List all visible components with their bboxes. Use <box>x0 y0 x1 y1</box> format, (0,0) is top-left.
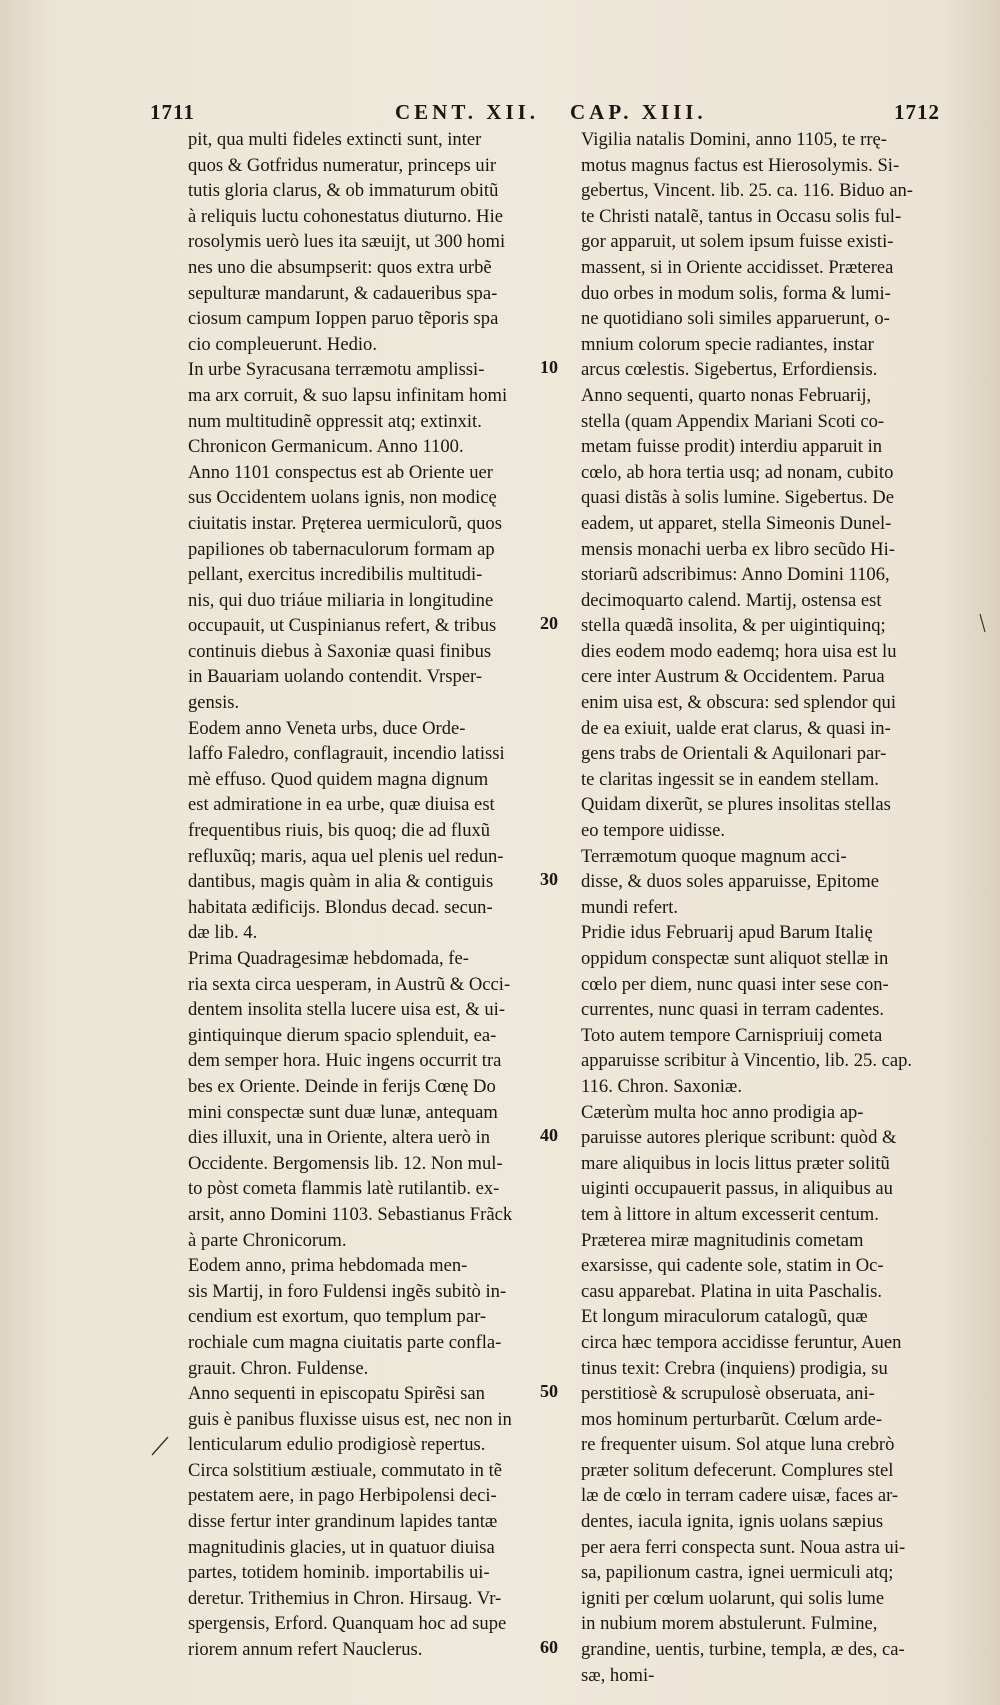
left-column-text-line: Prima Quadragesimæ hebdomada, fe- <box>188 948 469 969</box>
right-column-text-line: dentes, iacula ignita, ignis uolans sæpius <box>581 1511 884 1533</box>
right-column-text-line: dies eodem modo eademq; hora uisa est lu <box>581 640 897 662</box>
left-column-text-line: In urbe Syracusana terræmotu amplissi- <box>188 359 485 381</box>
left-column-text-line: magnitudinis glacies, ut in quatuor diuisa <box>188 1536 495 1558</box>
running-head-left: CENT. XII. <box>395 100 540 124</box>
right-column-text-line: eo tempore uidisse. <box>581 820 726 842</box>
right-column-text-line: de ea exiuit, ualde erat clarus, & quasi in- <box>581 717 891 739</box>
right-column-text-line: metam fuisse prodit) interdiu apparuit in <box>581 436 883 458</box>
line-number: 60 <box>540 1637 558 1658</box>
left-column-text-line: grauit. Chron. Fuldense. <box>188 1357 369 1379</box>
left-column-text-line: Eodem anno Veneta urbs, duce Orde- <box>188 717 466 739</box>
right-column-text-line: in nubium morem abstulerunt. Fulmine, <box>581 1613 878 1635</box>
right-column-text-line: Toto autem tempore Carnispriuij cometa <box>581 1024 883 1046</box>
left-column-text-line: spergensis, Erford. Quanquam hoc ad supe <box>188 1613 507 1635</box>
right-column-text-line: mare aliquibus in locis littus præter solitũ <box>581 1152 890 1174</box>
right-column-text-line: tinus texit: Crebra (inquiens) prodigia, su <box>581 1357 888 1379</box>
right-column-text-line: 116. Chron. Saxoniæ. <box>581 1075 742 1097</box>
right-column-text-line: cœlo per diem, nunc quasi inter sese con- <box>581 973 889 995</box>
right-column-text-line: mensis monachi uerba ex libro secũdo Hi- <box>581 538 895 560</box>
right-column-text-line: currentes, nunc quasi in terram cadentes. <box>581 999 885 1021</box>
right-column-text-line: re frequenter uisum. Sol atque luna crebrò <box>581 1434 895 1456</box>
right-column-text-line: præter solitum defecerunt. Complures stel <box>581 1459 894 1481</box>
right-column-text-line: stella quædã insolita, & per uigintiquinq; <box>581 615 886 637</box>
left-column-text-line: habitata ædificijs. Blondus decad. secun- <box>188 896 493 918</box>
left-column-text-line: mini conspectæ sunt duæ lunæ, antequam <box>188 1101 498 1123</box>
right-column-text-line: oppidum conspectæ sunt aliquot stellæ in <box>581 948 889 969</box>
left-column-text-line: in Bauariam uolando contendit. Vrsper- <box>188 666 483 688</box>
left-column-text-line: ma arx corruit, & suo lapsu infinitam homi <box>188 384 508 406</box>
right-column-text-line: storiarũ adscribimus: Anno Domini 1106, <box>581 564 890 586</box>
left-column-text-line: arsit, anno Domini 1103. Sebastianus Frãck <box>188 1203 513 1225</box>
left-column-text-line: continuis diebus à Saxoniæ quasi finibus <box>188 640 492 662</box>
left-column-text-line: cendium est exortum, quo templum par- <box>188 1306 487 1328</box>
left-column-text-line: gintiquinque dierum spacio splenduit, ea- <box>188 1024 497 1046</box>
right-column-text-line: mos hominum perturbarũt. Cœlum arde- <box>581 1408 883 1430</box>
page-number-left: 1711 <box>150 100 195 124</box>
left-column-text-line: rosolymis uerò lues ita sæuijt, ut 300 homi <box>188 231 506 253</box>
line-number: 10 <box>540 357 558 378</box>
left-column-text-line: riorem annum refert Nauclerus. <box>188 1639 423 1661</box>
left-column-text-line: nes uno die absumpserit: quos extra urbẽ <box>188 256 492 278</box>
page-number-right: 1712 <box>894 100 940 124</box>
left-column-text-line: sepulturæ mandarunt, & cadaueribus spa- <box>188 282 498 304</box>
running-header <box>150 100 940 128</box>
left-column-text-line: ria sexta circa uesperam, in Austrũ & Occi- <box>188 973 511 995</box>
left-column-text-line: dæ lib. 4. <box>188 922 258 944</box>
right-column-text-line: apparuisse scribitur à Vincentio, lib. 25. cap. <box>581 1050 913 1072</box>
left-column-text-line: cio compleuerunt. Hedio. <box>188 333 377 355</box>
left-text-column <box>188 127 538 1663</box>
left-column-text-line: à parte Chronicorum. <box>188 1229 347 1251</box>
left-column-text-line: Chronicon Germanicum. Anno 1100. <box>188 436 464 458</box>
left-column-text-line: ciuitatis instar. Pręterea uermiculorũ, quos <box>188 512 502 534</box>
line-number: 50 <box>540 1381 558 1402</box>
left-column-text-line: pestatem aere, in pago Herbipolensi deci- <box>188 1485 497 1507</box>
line-number: 40 <box>540 1125 558 1146</box>
right-column-text-line: perstitiosè & scrupulosè obseruata, ani- <box>581 1383 875 1405</box>
left-column-text-line: Anno 1101 conspectus est ab Oriente uer <box>188 461 493 483</box>
right-column-text-line: læ de cœlo in terram cadere uisæ, faces ar- <box>581 1485 899 1507</box>
right-column-text-line: arcus cœlestis. Sigebertus, Erfordiensis. <box>581 359 878 381</box>
left-column-text-line: mè effuso. Quod quidem magna dignum <box>188 768 489 790</box>
left-column-text-line: rochiale cum magna ciuitatis parte confla- <box>188 1331 502 1353</box>
right-column-text-line: paruisse autores plerique scribunt: quòd & <box>581 1127 897 1149</box>
right-column-text-line: Quidam dixerũt, se plures insolitas stellas <box>581 794 891 816</box>
right-column-text-line: Et longum miraculorum catalogũ, quæ <box>581 1306 868 1328</box>
right-column-text-line: decimoquarto calend. Martij, ostensa est <box>581 589 882 611</box>
right-column-text-line: circa hæc tempora accidisse feruntur, Auen <box>581 1331 902 1353</box>
right-column-text-line: Cæterùm multa hoc anno prodigia ap- <box>581 1101 864 1123</box>
line-number: 30 <box>540 869 558 890</box>
left-column-text-line: guis è panibus fluxisse uisus est, nec non in <box>188 1408 512 1430</box>
left-column-text-line: tutis gloria clarus, & ob immaturum obitũ <box>188 180 499 202</box>
margin-tick-mark <box>978 612 988 634</box>
right-text-column <box>581 127 939 1688</box>
left-column-text-line: pellant, exercitus incredibilis multitudi- <box>188 564 483 586</box>
right-column-text-line: duo orbes in modum solis, forma & lumi- <box>581 282 891 304</box>
left-column-text-line: dentem insolita stella lucere uisa est, & ui- <box>188 999 506 1021</box>
left-column-text-line: Eodem anno, prima hebdomada men- <box>188 1255 468 1277</box>
left-column-text-line: sis Martij, in foro Fuldensi ingẽs subitò in- <box>188 1280 507 1302</box>
right-column-text-line: eadem, ut apparet, stella Simeonis Dunel- <box>581 512 892 534</box>
right-column-text-line: mundi refert. <box>581 896 679 918</box>
right-column-text-line: Anno sequenti, quarto nonas Februarij, <box>581 384 872 406</box>
left-column-text-line: partes, totidem hominib. importabilis ui- <box>188 1562 490 1584</box>
right-column-text-line: Præterea miræ magnitudinis cometam <box>581 1229 864 1251</box>
left-column-text-line: ciosum campum Ioppen paruo tẽporis spa <box>188 308 499 330</box>
right-column-text-line: exarsisse, qui cadente sole, statim in Oc- <box>581 1255 884 1277</box>
left-column-text-line: num multitudinẽ oppressit atq; extinxit. <box>188 410 482 432</box>
left-column-text-line: bes ex Oriente. Deinde in ferijs Cœnę Do <box>188 1075 496 1097</box>
running-head-right: CAP. XIII. <box>570 100 707 124</box>
left-column-text-line: quos & Gotfridus numeratur, princeps uir <box>188 154 497 176</box>
right-column-text-line: grandine, uentis, turbine, templa, æ des, ca- <box>581 1639 905 1661</box>
left-column-text-line: disse fertur inter grandinum lapides tantæ <box>188 1511 498 1533</box>
right-column-text-line: gebertus, Vincent. lib. 25. ca. 116. Biduo an- <box>581 180 913 202</box>
left-column-text-line: à reliquis luctu cohonestatus diuturno. Hie <box>188 205 503 227</box>
right-column-text-line: Vigilia natalis Domini, anno 1105, te rrę- <box>581 129 887 150</box>
left-column-text-line: dies illuxit, una in Oriente, altera uerò in <box>188 1127 491 1149</box>
left-column-text-line: lenticularum edulio prodigiosè repertus. <box>188 1434 486 1456</box>
right-column-text-line: te claritas ingessit se in eandem stellam. <box>581 768 879 790</box>
right-column-text-line: sa, papilionum castra, ignei uermiculi atq; <box>581 1562 894 1584</box>
left-column-text-line: pit, qua multi fideles extincti sunt, inter <box>188 129 482 150</box>
left-column-text-line: to pòst cometa flammis latè rutilantib. ex- <box>188 1178 500 1200</box>
left-column-text-line: occupauit, ut Cuspinianus refert, & tribus <box>188 615 497 637</box>
left-column-text-line: Circa solstitium æstiuale, commutato in tẽ <box>188 1459 502 1481</box>
right-column-text-line: per aera ferri conspecta sunt. Noua astra ui- <box>581 1536 906 1558</box>
right-column-text-line: sæ, homi- <box>581 1664 655 1686</box>
left-column-text-line: nis, qui duo triáue miliaria in longitudine <box>188 589 494 611</box>
left-column-text-line: est admiratione in ea urbe, quæ diuisa est <box>188 794 495 816</box>
left-column-text-line: gensis. <box>188 692 240 714</box>
left-column-text-line: sus Occidentem uolans ignis, non modicę <box>188 487 497 509</box>
right-column-text-line: cœlo, ab hora tertia usq; ad nonam, cubito <box>581 461 894 483</box>
left-column-text-line: dem semper hora. Huic ingens occurrit tra <box>188 1050 502 1072</box>
right-column-text-line: te Christi natalẽ, tantus in Occasu solis ful- <box>581 205 902 227</box>
right-column-text-line: motus magnus factus est Hierosolymis. Si- <box>581 154 900 176</box>
left-column-text-line: laffo Faledro, conflagrauit, incendio latissi <box>188 743 505 765</box>
right-column-text-line: cere inter Austrum & Occidentem. Parua <box>581 666 885 688</box>
left-column-text-line: dantibus, magis quàm in alia & contiguis <box>188 871 494 893</box>
right-column-text-line: stella (quam Appendix Mariani Scoti co- <box>581 410 885 432</box>
left-column-text-line: papiliones ob tabernaculorum formam ap <box>188 538 495 560</box>
right-column-text-line: ne quotidiano soli similes apparuerunt, o- <box>581 308 890 330</box>
right-column-text-line: Pridie idus Februarij apud Barum Italię <box>581 922 873 944</box>
right-column-text-line: massent, si in Oriente accidisset. Præterea <box>581 256 894 278</box>
left-column-text-line: Anno sequenti in episcopatu Spirẽsi san <box>188 1383 485 1405</box>
right-column-text-line: uiginti occupauerit passus, in aliquibus au <box>581 1178 893 1200</box>
right-column-text-line: gens trabs de Orientali & Aquilonari par- <box>581 743 887 765</box>
right-column-text-line: casu apparebat. Platina in uita Paschalis. <box>581 1280 883 1302</box>
right-column-text-line: enim uisa est, & obscura: sed splendor qui <box>581 692 897 714</box>
left-column-text-line: refluxũq; maris, aqua uel plenis uel redun- <box>188 845 504 867</box>
line-number: 20 <box>540 613 558 634</box>
right-column-text-line: mnium colorum specie radiantes, instar <box>581 333 874 355</box>
left-column-text-line: deretur. Trithemius in Chron. Hirsaug. Vr- <box>188 1587 502 1609</box>
right-column-text-line: quasi distãs à solis lumine. Sigebertus. De <box>581 487 894 509</box>
left-column-text-line: frequentibus riuis, bis quoq; die ad fluxũ <box>188 820 491 842</box>
right-column-text-line: gor apparuit, ut solem ipsum fuisse existi- <box>581 231 894 253</box>
left-column-text-line: Occidente. Bergomensis lib. 12. Non mul- <box>188 1152 503 1174</box>
right-column-text-line: disse, & duos soles apparuisse, Epitome <box>581 871 879 893</box>
right-column-text-line: igniti per cœlum uolarunt, qui solis lume <box>581 1587 885 1609</box>
right-column-text-line: Terræmotum quoque magnum acci- <box>581 845 847 867</box>
pen-stroke-mark <box>150 1435 170 1457</box>
right-column-text-line: tem à littore in altum excesserit centum. <box>581 1203 879 1225</box>
